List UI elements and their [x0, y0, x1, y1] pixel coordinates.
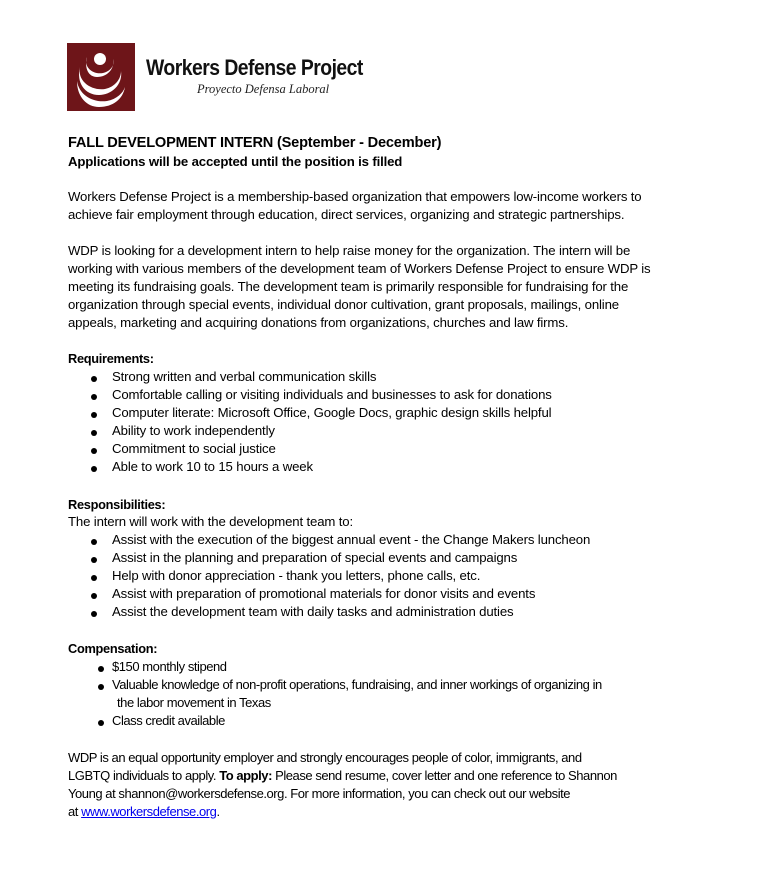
list-item: Assist the development team with daily tasks and administration duties — [112, 604, 514, 619]
list-item: Class credit available — [112, 713, 225, 728]
closing-line: Young at shannon@workersdefense.org. For more information, you can check out our website — [68, 786, 571, 801]
wdp-logo-icon — [67, 43, 135, 111]
closing-line — [68, 803, 220, 821]
bullet-icon — [98, 720, 104, 726]
description-line: working with various members of the development team of Workers Defense Project to ensure WDP is — [68, 261, 651, 276]
org-subtitle: Proyecto Defensa Laboral — [197, 82, 330, 96]
website-link[interactable]: www.workersdefense.org — [81, 804, 217, 819]
intro-line: Workers Defense Project is a membership-based organization that empowers low-income workers to — [68, 189, 642, 204]
description-line: WDP is looking for a development intern to help raise money for the organization. The intern will be — [68, 243, 631, 258]
responsibilities-intro: The intern will work with the development team to: — [68, 514, 353, 529]
list-item: Strong written and verbal communication skills — [112, 369, 377, 384]
closing-text: at — [68, 804, 82, 819]
bullet-icon — [91, 611, 97, 617]
list-item: Assist with preparation of promotional materials for donor visits and events — [112, 586, 536, 601]
bullet-icon — [91, 557, 97, 563]
logo-swirl-icon — [67, 43, 135, 111]
list-item: Commitment to social justice — [112, 441, 276, 456]
description-line: meeting its fundraising goals. The development team is primarily responsible for fundraising for the — [68, 279, 629, 294]
list-item: $150 monthly stipend — [112, 659, 227, 674]
posting-subtitle: Applications will be accepted until the position is filled — [68, 154, 403, 169]
list-item: Computer literate: Microsoft Office, Google Docs, graphic design skills helpful — [112, 405, 552, 420]
list-item: Able to work 10 to 15 hours a week — [112, 459, 313, 474]
bullet-icon — [98, 666, 104, 672]
to-apply-label: To apply: — [219, 768, 272, 783]
list-item: Help with donor appreciation - thank you letters, phone calls, etc. — [112, 568, 481, 583]
requirements-heading: Requirements: — [68, 351, 154, 366]
list-item: Valuable knowledge of non-profit operations, fundraising, and inner workings of organizing in — [112, 677, 602, 692]
responsibilities-heading: Responsibilities: — [68, 497, 166, 512]
bullet-icon — [91, 376, 97, 382]
description-line: organization through special events, individual donor cultivation, grant proposals, mailings, online — [68, 297, 619, 312]
closing-line: WDP is an equal opportunity employer and strongly encourages people of color, immigrants, and — [68, 750, 582, 765]
intro-line: achieve fair employment through education, direct services, organizing and strategic partnerships. — [68, 207, 625, 222]
bullet-icon — [91, 539, 97, 545]
closing-line — [68, 767, 617, 785]
bullet-icon — [91, 448, 97, 454]
closing-text: LGBTQ individuals to apply. — [68, 768, 220, 783]
list-item: Assist in the planning and preparation of special events and campaigns — [112, 550, 518, 565]
list-item: Ability to work independently — [112, 423, 275, 438]
bullet-icon — [91, 466, 97, 472]
closing-text: Please send resume, cover letter and one reference to Shannon — [271, 768, 617, 783]
list-item-continuation: the labor movement in Texas — [117, 695, 271, 710]
bullet-icon — [91, 394, 97, 400]
bullet-icon — [91, 593, 97, 599]
bullet-icon — [98, 684, 104, 690]
description-line: appeals, marketing and acquiring donations from organizations, churches and law firms. — [68, 315, 569, 330]
posting-title: FALL DEVELOPMENT INTERN (September - December) — [68, 135, 442, 151]
bullet-icon — [91, 430, 97, 436]
bullet-icon — [91, 575, 97, 581]
compensation-heading: Compensation: — [68, 641, 158, 656]
bullet-icon — [91, 412, 97, 418]
list-item: Assist with the execution of the biggest annual event - the Change Makers luncheon — [112, 532, 591, 547]
org-name: Workers Defense Project — [146, 55, 363, 80]
list-item: Comfortable calling or visiting individuals and businesses to ask for donations — [112, 387, 552, 402]
closing-text: . — [216, 804, 220, 819]
